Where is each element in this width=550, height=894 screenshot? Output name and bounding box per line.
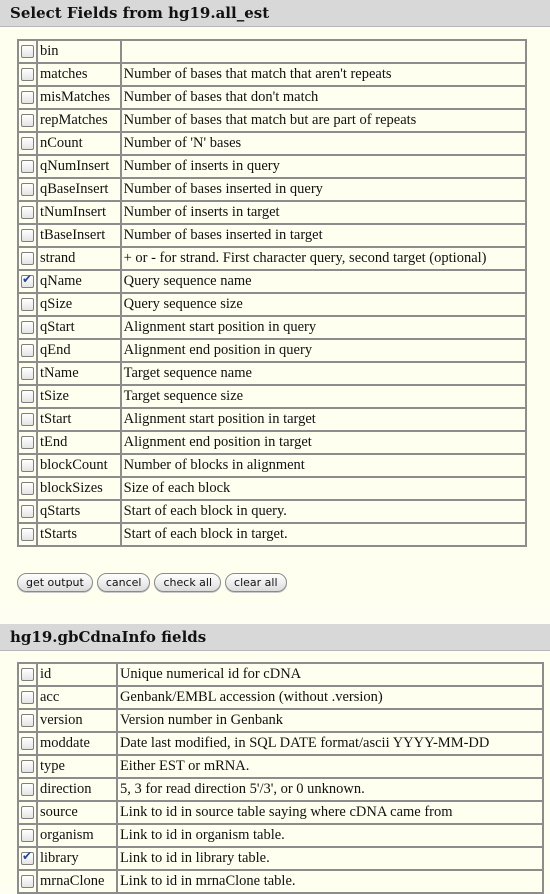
field-name: version	[37, 709, 117, 732]
checkbox-cell	[18, 178, 37, 201]
table-row	[18, 824, 543, 847]
checkbox-cell	[18, 663, 37, 686]
field-name: organism	[37, 824, 117, 847]
field-name: qBaseInsert	[37, 178, 121, 201]
field-checkbox[interactable]	[21, 91, 34, 104]
field-checkbox[interactable]	[21, 436, 34, 449]
field-name: source	[37, 801, 117, 824]
field-name: tName	[37, 362, 121, 385]
table-row	[18, 477, 526, 500]
field-name: tEnd	[37, 431, 121, 454]
table-row	[18, 663, 543, 686]
checkbox-cell	[18, 86, 37, 109]
field-description: + or - for strand. First character query, second target (optional)	[121, 247, 526, 270]
cancel-button[interactable]: cancel	[97, 573, 151, 592]
field-description: Link to id in library table.	[117, 847, 543, 870]
checkbox-cell	[18, 523, 37, 546]
table-row	[18, 201, 526, 224]
checkbox-cell	[18, 801, 37, 824]
table-row	[18, 362, 526, 385]
field-checkbox[interactable]	[21, 783, 34, 796]
checkbox-cell	[18, 339, 37, 362]
table-row	[18, 431, 526, 454]
checkbox-cell	[18, 408, 37, 431]
field-description: Number of bases inserted in query	[121, 178, 526, 201]
checkbox-cell	[18, 454, 37, 477]
check-all-button[interactable]: check all	[154, 573, 221, 592]
field-name: tBaseInsert	[37, 224, 121, 247]
table-row	[18, 339, 526, 362]
fields-table-all-est	[17, 39, 527, 547]
field-description: Unique numerical id for cDNA	[117, 663, 543, 686]
field-description: Number of bases that don't match	[121, 86, 526, 109]
field-checkbox[interactable]	[21, 252, 34, 265]
checkbox-cell	[18, 870, 37, 893]
table-row	[18, 385, 526, 408]
table-row	[18, 801, 543, 824]
table-row	[18, 316, 526, 339]
field-name: id	[37, 663, 117, 686]
field-description: Alignment end position in target	[121, 431, 526, 454]
field-name: blockSizes	[37, 477, 121, 500]
field-description: Size of each block	[121, 477, 526, 500]
field-checkbox[interactable]	[21, 206, 34, 219]
table-row	[18, 454, 526, 477]
field-checkbox[interactable]	[21, 852, 34, 865]
field-name: misMatches	[37, 86, 121, 109]
checkbox-cell	[18, 477, 37, 500]
checkbox-cell	[18, 293, 37, 316]
field-checkbox[interactable]	[21, 528, 34, 541]
field-checkbox[interactable]	[21, 344, 34, 357]
table-row	[18, 293, 526, 316]
checkbox-cell	[18, 316, 37, 339]
field-description: Number of 'N' bases	[121, 132, 526, 155]
field-name: qStart	[37, 316, 121, 339]
checkbox-cell	[18, 40, 37, 63]
field-checkbox[interactable]	[21, 714, 34, 727]
table-row	[18, 870, 543, 893]
field-name: nCount	[37, 132, 121, 155]
table-row	[18, 40, 526, 63]
table-row	[18, 178, 526, 201]
clear-all-button[interactable]: clear all	[225, 573, 286, 592]
field-description: Number of blocks in alignment	[121, 454, 526, 477]
table-row	[18, 732, 543, 755]
table-row	[18, 109, 526, 132]
field-description: Target sequence size	[121, 385, 526, 408]
field-name: acc	[37, 686, 117, 709]
field-description: Alignment start position in query	[121, 316, 526, 339]
action-buttons	[17, 571, 291, 592]
panel-title-gbcdnainfo: hg19.gbCdnaInfo fields	[0, 624, 550, 651]
field-description: Query sequence size	[121, 293, 526, 316]
checkbox-cell	[18, 132, 37, 155]
checkbox-cell	[18, 709, 37, 732]
field-description	[121, 40, 526, 63]
field-description: Start of each block in target.	[121, 523, 526, 546]
field-name: qNumInsert	[37, 155, 121, 178]
field-description: Alignment start position in target	[121, 408, 526, 431]
checkbox-cell	[18, 732, 37, 755]
field-description: Number of inserts in query	[121, 155, 526, 178]
field-name: library	[37, 847, 117, 870]
table-row	[18, 500, 526, 523]
checkbox-cell	[18, 109, 37, 132]
field-checkbox[interactable]	[21, 691, 34, 704]
field-description: Number of inserts in target	[121, 201, 526, 224]
field-description: Link to id in mrnaClone table.	[117, 870, 543, 893]
checkbox-cell	[18, 778, 37, 801]
table-row	[18, 132, 526, 155]
field-checkbox[interactable]	[21, 137, 34, 150]
field-description: Number of bases that match that aren't repeats	[121, 63, 526, 86]
table-row	[18, 63, 526, 86]
field-checkbox[interactable]	[21, 760, 34, 773]
field-description: Link to id in source table saying where cDNA came from	[117, 801, 543, 824]
field-name: strand	[37, 247, 121, 270]
field-checkbox[interactable]	[21, 875, 34, 888]
field-checkbox[interactable]	[21, 806, 34, 819]
field-description: Start of each block in query.	[121, 500, 526, 523]
field-name: moddate	[37, 732, 117, 755]
field-description: Query sequence name	[121, 270, 526, 293]
table-row	[18, 709, 543, 732]
checkbox-cell	[18, 224, 37, 247]
field-name: tStarts	[37, 523, 121, 546]
field-name: qStarts	[37, 500, 121, 523]
panel-title-all-est: Select Fields from hg19.all_est	[0, 0, 550, 27]
field-description: Version number in Genbank	[117, 709, 543, 732]
field-name: mrnaClone	[37, 870, 117, 893]
field-checkbox[interactable]	[21, 505, 34, 518]
field-name: tNumInsert	[37, 201, 121, 224]
checkbox-cell	[18, 247, 37, 270]
checkbox-cell	[18, 500, 37, 523]
field-checkbox[interactable]	[21, 829, 34, 842]
field-checkbox[interactable]	[21, 298, 34, 311]
field-description: Target sequence name	[121, 362, 526, 385]
field-checkbox[interactable]	[21, 737, 34, 750]
field-checkbox[interactable]	[21, 367, 34, 380]
checkbox-cell	[18, 431, 37, 454]
field-name: direction	[37, 778, 117, 801]
field-description: Genbank/EMBL accession (without .version)	[117, 686, 543, 709]
field-checkbox[interactable]	[21, 482, 34, 495]
checkbox-cell	[18, 686, 37, 709]
field-checkbox[interactable]	[21, 668, 34, 681]
field-checkbox[interactable]	[21, 390, 34, 403]
checkbox-cell	[18, 824, 37, 847]
checkbox-cell	[18, 755, 37, 778]
field-name: blockCount	[37, 454, 121, 477]
table-row	[18, 408, 526, 431]
field-name: matches	[37, 63, 121, 86]
field-checkbox[interactable]	[21, 160, 34, 173]
field-name: type	[37, 755, 117, 778]
table-row	[18, 523, 526, 546]
get-output-button[interactable]: get output	[17, 573, 93, 592]
field-checkbox[interactable]	[21, 321, 34, 334]
field-name: repMatches	[37, 109, 121, 132]
checkbox-cell	[18, 385, 37, 408]
field-checkbox[interactable]	[21, 183, 34, 196]
field-name: qName	[37, 270, 121, 293]
fields-table-gbcdnainfo	[17, 662, 544, 894]
field-checkbox[interactable]	[21, 45, 34, 58]
field-name: qEnd	[37, 339, 121, 362]
field-description: Either EST or mRNA.	[117, 755, 543, 778]
checkbox-cell	[18, 847, 37, 870]
field-checkbox[interactable]	[21, 229, 34, 242]
field-checkbox[interactable]	[21, 275, 34, 288]
panel-gbcdnainfo	[0, 624, 550, 889]
field-checkbox[interactable]	[21, 114, 34, 127]
table-row	[18, 270, 526, 293]
field-checkbox[interactable]	[21, 413, 34, 426]
field-description: Number of bases that match but are part of repeats	[121, 109, 526, 132]
field-description: Alignment end position in query	[121, 339, 526, 362]
table-row	[18, 847, 543, 870]
table-row	[18, 86, 526, 109]
checkbox-cell	[18, 201, 37, 224]
field-description: Date last modified, in SQL DATE format/ascii YYYY-MM-DD	[117, 732, 543, 755]
field-checkbox[interactable]	[21, 459, 34, 472]
table-row	[18, 755, 543, 778]
table-row	[18, 686, 543, 709]
checkbox-cell	[18, 155, 37, 178]
table-row	[18, 224, 526, 247]
table-row	[18, 778, 543, 801]
field-name: bin	[37, 40, 121, 63]
checkbox-cell	[18, 270, 37, 293]
checkbox-cell	[18, 63, 37, 86]
field-checkbox[interactable]	[21, 68, 34, 81]
table-row	[18, 155, 526, 178]
field-name: tStart	[37, 408, 121, 431]
field-description: Number of bases inserted in target	[121, 224, 526, 247]
field-description: Link to id in organism table.	[117, 824, 543, 847]
field-description: 5, 3 for read direction 5'/3', or 0 unknown.	[117, 778, 543, 801]
field-name: tSize	[37, 385, 121, 408]
table-row	[18, 247, 526, 270]
field-name: qSize	[37, 293, 121, 316]
checkbox-cell	[18, 362, 37, 385]
